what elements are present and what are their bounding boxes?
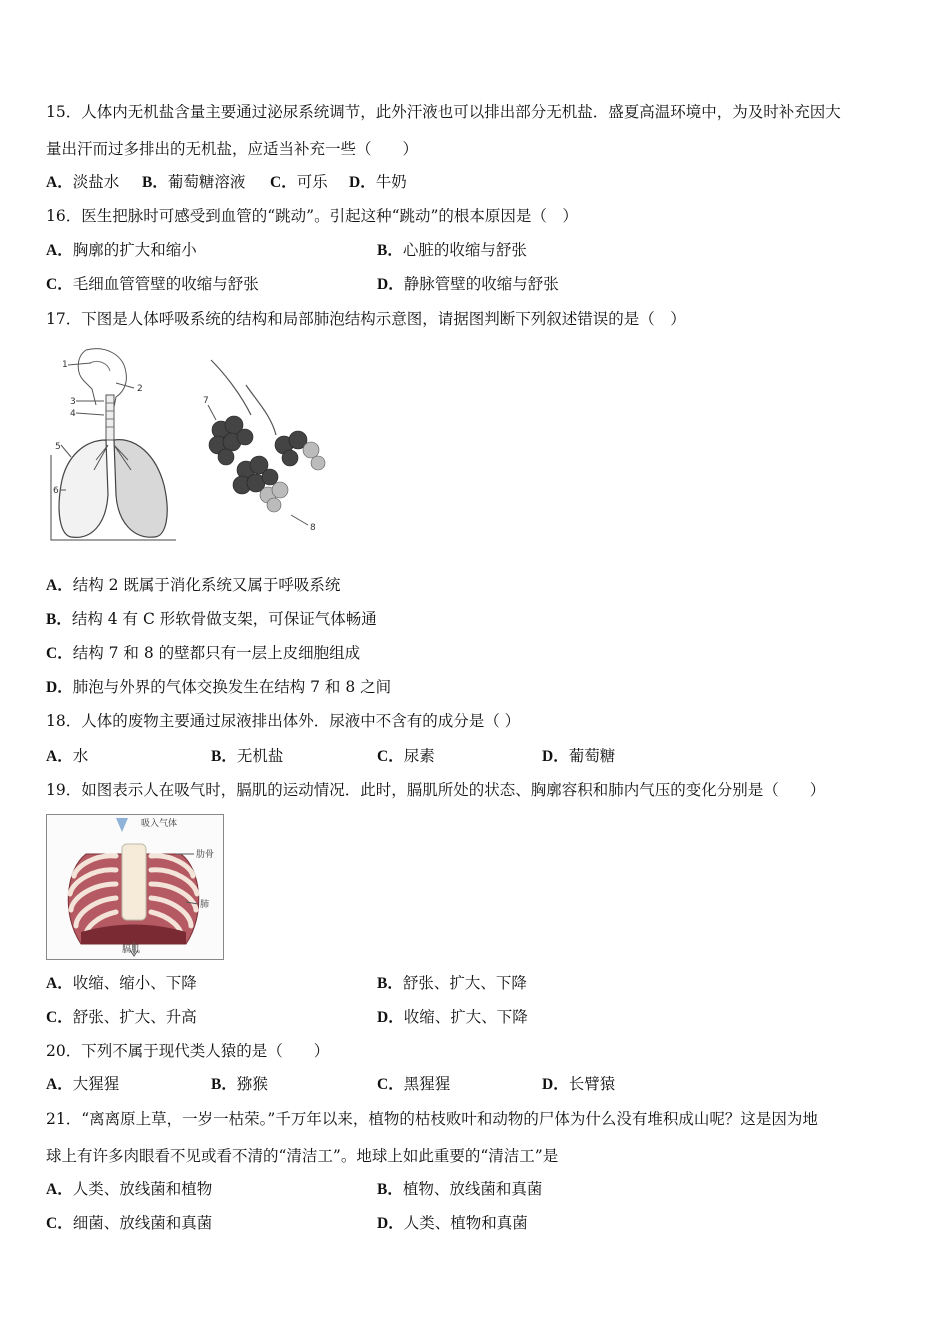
figure-label-6: 6 [53,486,59,496]
q17-option-b[interactable] [46,609,377,630]
option-text: 长臂猿 [568,1075,616,1093]
option-text: 猕猴 [236,1075,268,1093]
option-label: D． [542,748,569,765]
option-text: 胸廓的扩大和缩小 [72,241,197,259]
figure-label-5: 5 [55,442,61,452]
q21-option-d[interactable] [377,1213,528,1234]
q18-stem: 18．人体的废物主要通过尿液排出体外．尿液中不含有的成分是（ ） [46,712,521,730]
q19-option-a[interactable] [46,973,197,994]
option-text: 收缩、扩大、下降 [403,1008,528,1026]
option-label: B． [142,174,168,191]
figure-label-diaphragm: 膈肌 [122,945,141,955]
option-label: A． [46,1181,73,1198]
option-label: B． [377,975,403,992]
option-label: B． [211,1076,237,1093]
option-text: 葡萄糖 [568,747,616,765]
q21-option-b[interactable] [377,1179,542,1200]
option-text: 毛细血管管壁的收缩与舒张 [72,275,259,293]
option-label: A． [46,748,73,765]
figure-label-air: 吸入气体 [141,819,178,829]
option-label: D． [377,1215,404,1232]
option-text: 牛奶 [375,173,407,191]
q15-option-a[interactable] [46,172,119,193]
option-label: D． [542,1076,569,1093]
option-label: D． [46,679,73,696]
option-label: A． [46,174,73,191]
q15-option-c[interactable] [270,172,328,193]
q17-option-a[interactable] [46,575,340,596]
option-text: 结构 7 和 8 的壁都只有一层上皮细胞组成 [72,644,361,662]
option-label: C． [270,174,297,191]
figure-label-4: 4 [70,409,76,419]
q16-option-a[interactable] [46,240,197,261]
figure-label-1: 1 [62,360,68,370]
option-label: C． [46,1215,73,1232]
option-label: C． [46,1009,73,1026]
option-label: A． [46,242,73,259]
q19-option-d[interactable] [377,1007,528,1028]
q18-option-b[interactable] [211,746,283,767]
q15-option-d[interactable] [349,172,407,193]
option-text: 人类、放线菌和植物 [72,1180,213,1198]
option-text: 收缩、缩小、下降 [72,974,197,992]
option-text: 舒张、扩大、升高 [72,1008,197,1026]
q21-option-c[interactable] [46,1213,212,1234]
option-text: 黑猩猩 [403,1075,451,1093]
q18-option-a[interactable] [46,746,88,767]
q16-stem: 16．医生把脉时可感受到血管的“跳动”。引起这种“跳动”的根本原因是（ ） [46,207,578,225]
option-text: 葡萄糖溶液 [167,173,246,191]
q20-option-c[interactable] [377,1074,450,1095]
q19-option-b[interactable] [377,973,527,994]
option-label: D． [377,276,404,293]
option-label: C． [377,1076,404,1093]
option-text: 舒张、扩大、下降 [402,974,527,992]
option-text: 水 [72,747,89,765]
q20-option-b[interactable] [211,1074,268,1095]
figure-label-3: 3 [70,397,76,407]
option-label: C． [46,276,73,293]
figure-label-lung: 肺 [200,900,210,910]
q15-stem-line1: 15．人体内无机盐含量主要通过泌尿系统调节，此外汗液也可以排出部分无机盐．盛夏高温环境中，为及时补充因大 [46,103,841,121]
q20-option-d[interactable] [542,1074,615,1095]
figure-label-2: 2 [137,384,143,394]
option-label: B． [377,242,403,259]
option-text: 淡盐水 [72,173,120,191]
option-label: A． [46,1076,73,1093]
option-label: A． [46,975,73,992]
figure-label-rib: 肋骨 [196,850,215,860]
option-text: 大猩猩 [72,1075,120,1093]
figure-label-8: 8 [310,523,316,533]
q16-option-b[interactable] [377,240,527,261]
q21-stem-line1: 21．“离离原上草，一岁一枯荣。”千万年以来，植物的枯枝败叶和动物的尸体为什么没有堆积成山呢？这是因为地 [46,1110,818,1128]
option-text: 尿素 [403,747,435,765]
option-label: B． [46,611,72,628]
q17-stem: 17．下图是人体呼吸系统的结构和局部肺泡结构示意图，请据图判断下列叙述错误的是（ ） [46,310,686,328]
q15-stem-line2: 量出汗而过多排出的无机盐，应适当补充一些（ ） [46,140,419,158]
q17-option-c[interactable] [46,643,360,664]
q16-option-c[interactable] [46,274,259,295]
option-label: B． [211,748,237,765]
option-label: C． [377,748,404,765]
q21-stem-line2: 球上有许多肉眼看不见或看不清的“清洁工”。地球上如此重要的“清洁工”是 [46,1147,559,1165]
option-text: 心脏的收缩与舒张 [402,241,527,259]
q17-option-d[interactable] [46,677,391,698]
option-text: 植物、放线菌和真菌 [402,1180,543,1198]
option-text: 肺泡与外界的气体交换发生在结构 7 和 8 之间 [72,678,392,696]
option-text: 结构 4 有 C 形软骨做支架，可保证气体畅通 [71,610,377,628]
option-label: B． [377,1181,403,1198]
q19-option-c[interactable] [46,1007,197,1028]
q16-option-d[interactable] [377,274,559,295]
figure-label-7: 7 [203,396,209,406]
option-text: 细菌、放线菌和真菌 [72,1214,213,1232]
option-text: 人类、植物和真菌 [403,1214,528,1232]
q21-option-a[interactable] [46,1179,212,1200]
q20-option-a[interactable] [46,1074,119,1095]
q18-option-d[interactable] [542,746,615,767]
option-text: 无机盐 [236,747,284,765]
option-label: D． [377,1009,404,1026]
option-text: 静脉管壁的收缩与舒张 [403,275,559,293]
q15-option-b[interactable] [142,172,245,193]
inhalation-diaphragm-figure [46,814,224,960]
option-label: C． [46,645,73,662]
q20-stem: 20．下列不属于现代类人猿的是（ ） [46,1042,330,1060]
option-text: 结构 2 既属于消化系统又属于呼吸系统 [72,576,341,594]
q18-option-c[interactable] [377,746,435,767]
option-label: D． [349,174,376,191]
option-text: 可乐 [296,173,328,191]
q19-stem: 19．如图表示人在吸气时，膈肌的运动情况．此时，膈肌所处的状态、胸廓容积和肺内气压的变化分别是（ ） [46,781,826,799]
option-label: A． [46,577,73,594]
respiratory-system-figure [46,345,336,545]
